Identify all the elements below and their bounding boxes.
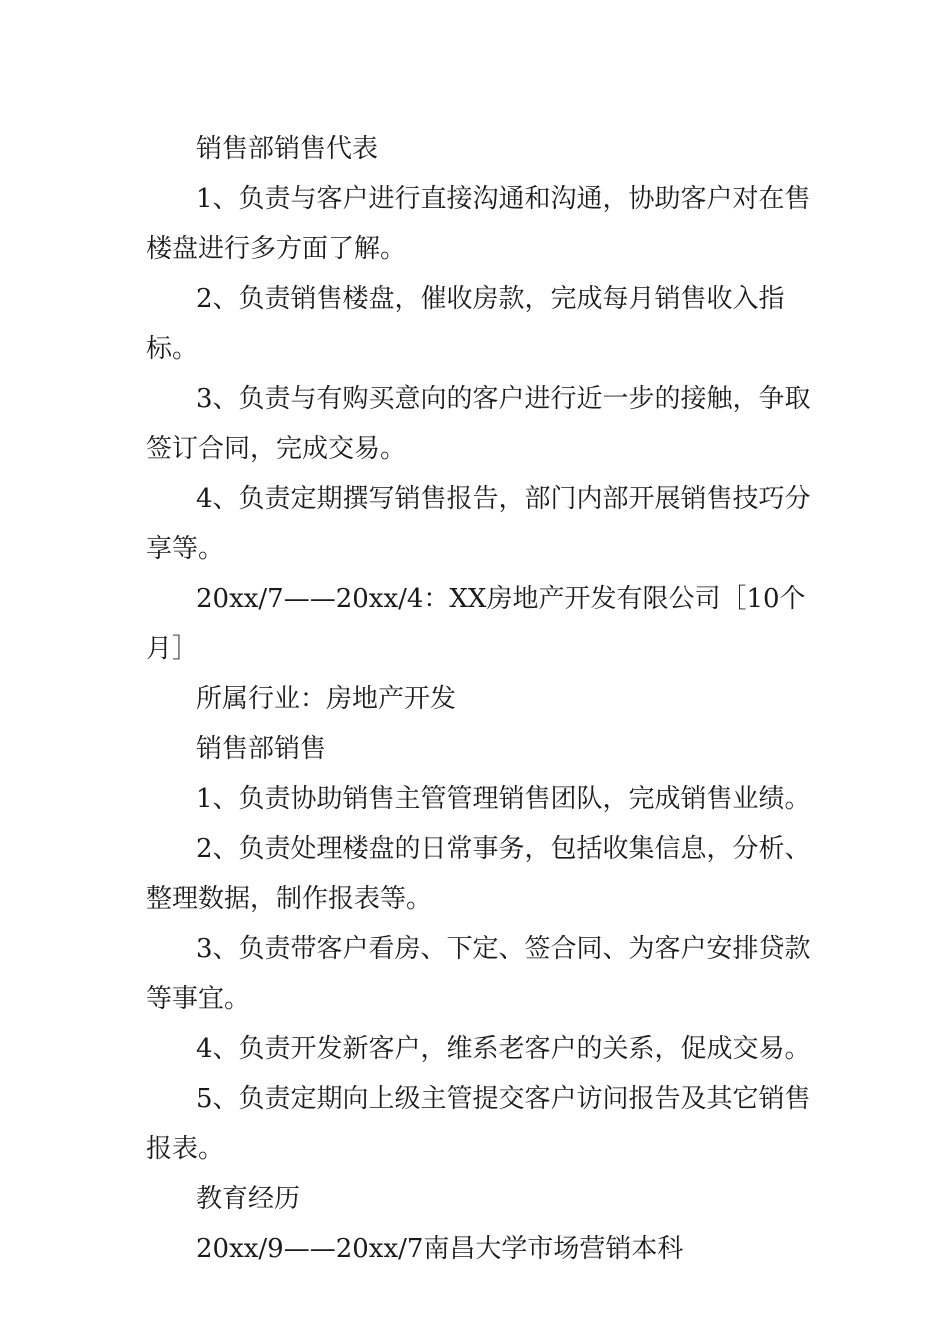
duty-item-2: 2、负责销售楼盘，催收房款，完成每月销售收入指标。 (146, 284, 785, 364)
education-entry: 20xx/9——20xx/7南昌大学市场营销本科 (196, 1234, 684, 1264)
duty-item-3: 3、负责与有购买意向的客户进行近一步的接触，争取签订合同，完成交易。 (146, 384, 811, 464)
job-title-sales: 销售部销售 (196, 734, 327, 764)
duty-item-3b: 3、负责带客户看房、下定、签合同、为客户安排贷款等事宜。 (146, 934, 811, 1014)
duty-item-5b: 5、负责定期向上级主管提交客户访问报告及其它销售报表。 (146, 1084, 811, 1164)
employment-period: 20xx/7——20xx/4：XX房地产开发有限公司［10个月］ (146, 584, 806, 664)
document-body (146, 124, 814, 1274)
job-title-sales-rep: 销售部销售代表 (196, 134, 379, 164)
section-heading-education: 教育经历 (196, 1184, 301, 1214)
duty-item-4: 4、负责定期撰写销售报告，部门内部开展销售技巧分享等。 (146, 484, 811, 564)
duty-item-1: 1、负责与客户进行直接沟通和沟通，协助客户对在售楼盘进行多方面了解。 (146, 184, 811, 264)
duty-item-1b: 1、负责协助销售主管管理销售团队，完成销售业绩。 (196, 784, 811, 814)
duty-item-2b: 2、负责处理楼盘的日常事务，包括收集信息，分析、整理数据，制作报表等。 (146, 834, 811, 914)
industry-line: 所属行业：房地产开发 (196, 684, 457, 714)
duty-item-4b: 4、负责开发新客户，维系老客户的关系，促成交易。 (196, 1034, 811, 1064)
